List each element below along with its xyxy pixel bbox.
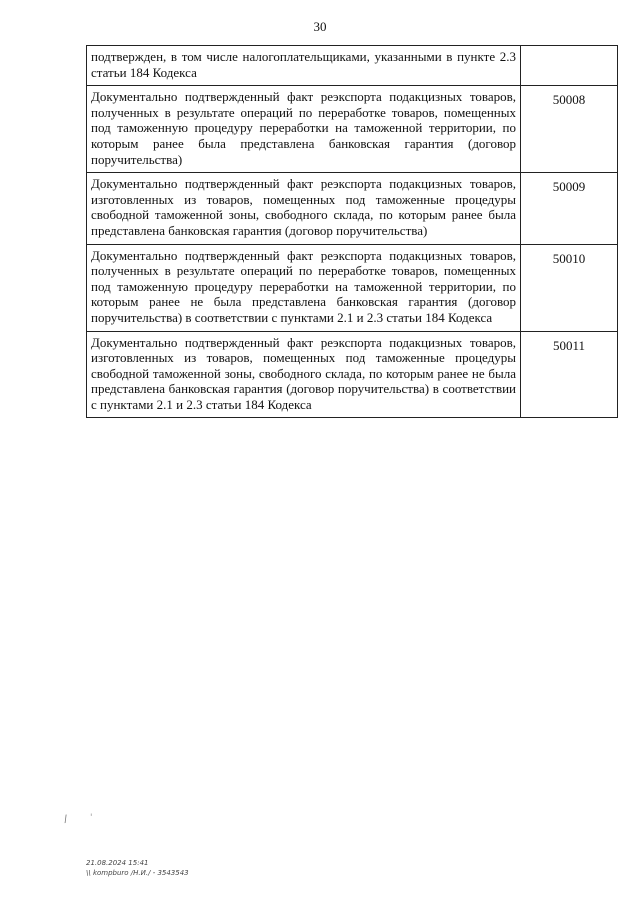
row-description: подтвержден, в том числе налогоплательщиками, указанными в пункте 2.3 статьи 184 Кодекса xyxy=(87,46,521,86)
row-code: 50010 xyxy=(521,244,618,331)
table-row xyxy=(87,86,618,173)
row-code: 50008 xyxy=(521,86,618,173)
row-description: Документально подтвержденный факт реэкспорта подакцизных товаров, изготовленных из товаров, помещенных под таможенные процедуры свободной таможенной зоны, свободного склада, по которым ранее была представлена банковская гарантия (договор поручительства) xyxy=(87,173,521,244)
row-description: Документально подтвержденный факт реэкспорта подакцизных товаров, полученных в результате операций по переработке товаров, помещенных под таможенную процедуру переработки на таможенной территории, по которым ранее была представлена банковская гарантия (договор поручительства) xyxy=(87,86,521,173)
page-number: 30 xyxy=(313,19,327,34)
row-code xyxy=(521,46,618,86)
table-row xyxy=(87,173,618,244)
pen-mark: ' xyxy=(90,813,93,823)
footer-date: 21.08.2024 15:41 xyxy=(86,859,149,867)
footer-user: \\ kompburo /Н.И./ - 3543543 xyxy=(86,869,189,877)
table-row xyxy=(87,244,618,331)
row-code: 50011 xyxy=(521,331,618,418)
row-description: Документально подтвержденный факт реэкспорта подакцизных товаров, изготовленных из товаров, помещенных под таможенные процедуры свободной таможенной зоны, свободного склада, по которым ранее не была представлена банковская гарантия (договор поручительства) в соответствии с пунктами 2.1 и 2.3 статьи 184 Кодекса xyxy=(87,331,521,418)
table-row xyxy=(87,331,618,418)
pen-mark: / xyxy=(63,813,69,826)
row-code: 50009 xyxy=(521,173,618,244)
row-description: Документально подтвержденный факт реэкспорта подакцизных товаров, полученных в результате операций по переработке товаров, помещенных под таможенную процедуру переработки на таможенной территории, по которым ранее не была представлена банковская гарантия (договор поручительства) в соответствии с пунктами 2.1 и 2.3 статьи 184 Кодекса xyxy=(87,244,521,331)
table-row xyxy=(87,46,618,86)
codes-table xyxy=(86,45,618,418)
